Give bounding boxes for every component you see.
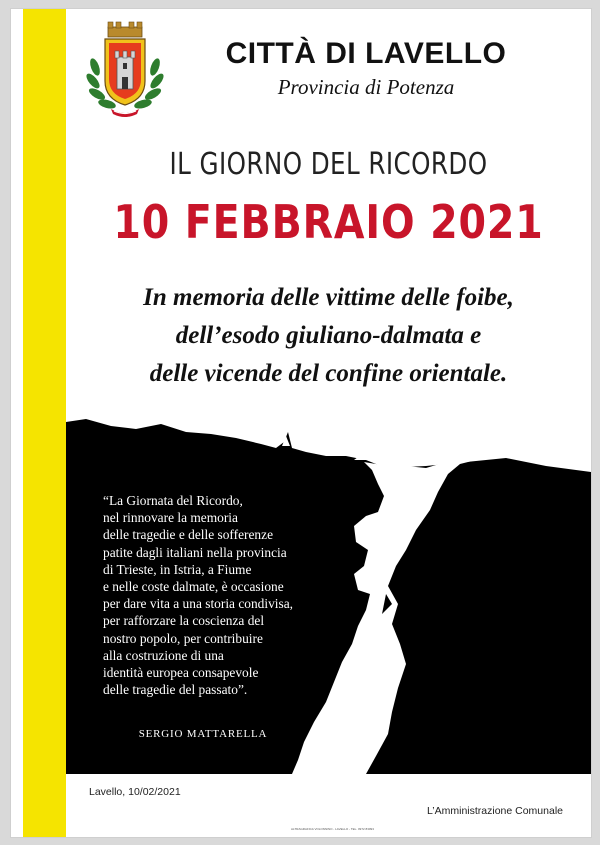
- printer-credit: ALTRAGRAFICA VOLONNINO - LAVELLO - TEL. 0972 83093: [291, 827, 374, 831]
- event-title: IL GIORNO DEL RICORDO: [169, 147, 488, 182]
- quote-line: delle tragedie e delle sofferenze: [103, 527, 274, 543]
- memorial-line: In memoria delle vittime delle foibe,: [143, 284, 514, 311]
- quote-line: alla costruzione di una: [103, 647, 224, 663]
- quote-text: [103, 492, 353, 698]
- quote-line: patite dagli italiani nella provincia: [103, 544, 287, 560]
- city-coat-of-arms-icon: [81, 19, 169, 119]
- quote-line: e nelle coste dalmate, è occasione: [103, 579, 284, 595]
- quote-line: identità europea consapevole: [103, 665, 259, 681]
- quote-line: nel rinnovare la memoria: [103, 510, 238, 526]
- signature: L’Amministrazione Comunale: [427, 805, 563, 817]
- poster-page: [10, 8, 592, 838]
- quote-line: delle tragedie del passato”.: [103, 682, 248, 698]
- place-date: Lavello, 10/02/2021: [89, 786, 181, 798]
- quote-line: di Trieste, in Istria, a Fiume: [103, 561, 252, 577]
- quote-line: per dare vita a una storia condivisa,: [103, 596, 293, 612]
- event-date: 10 FEBBRAIO 2021: [113, 195, 544, 249]
- memorial-dedication: [66, 279, 591, 393]
- quote-line: per rafforzare la coscienza del: [103, 613, 265, 629]
- quote-line: nostro popolo, per contribuire: [103, 630, 263, 646]
- memorial-line: dell’esodo giuliano-dalmata e: [175, 322, 482, 349]
- memorial-line: delle vicende del confine orientale.: [149, 360, 508, 387]
- province-name: Provincia di Potenza: [277, 75, 455, 99]
- quote-author: SERGIO MATTARELLA: [138, 728, 268, 740]
- city-name: CITTÀ DI LAVELLO: [225, 37, 507, 70]
- quote-line: “La Giornata del Ricordo,: [103, 493, 243, 508]
- yellow-side-band: [23, 9, 66, 837]
